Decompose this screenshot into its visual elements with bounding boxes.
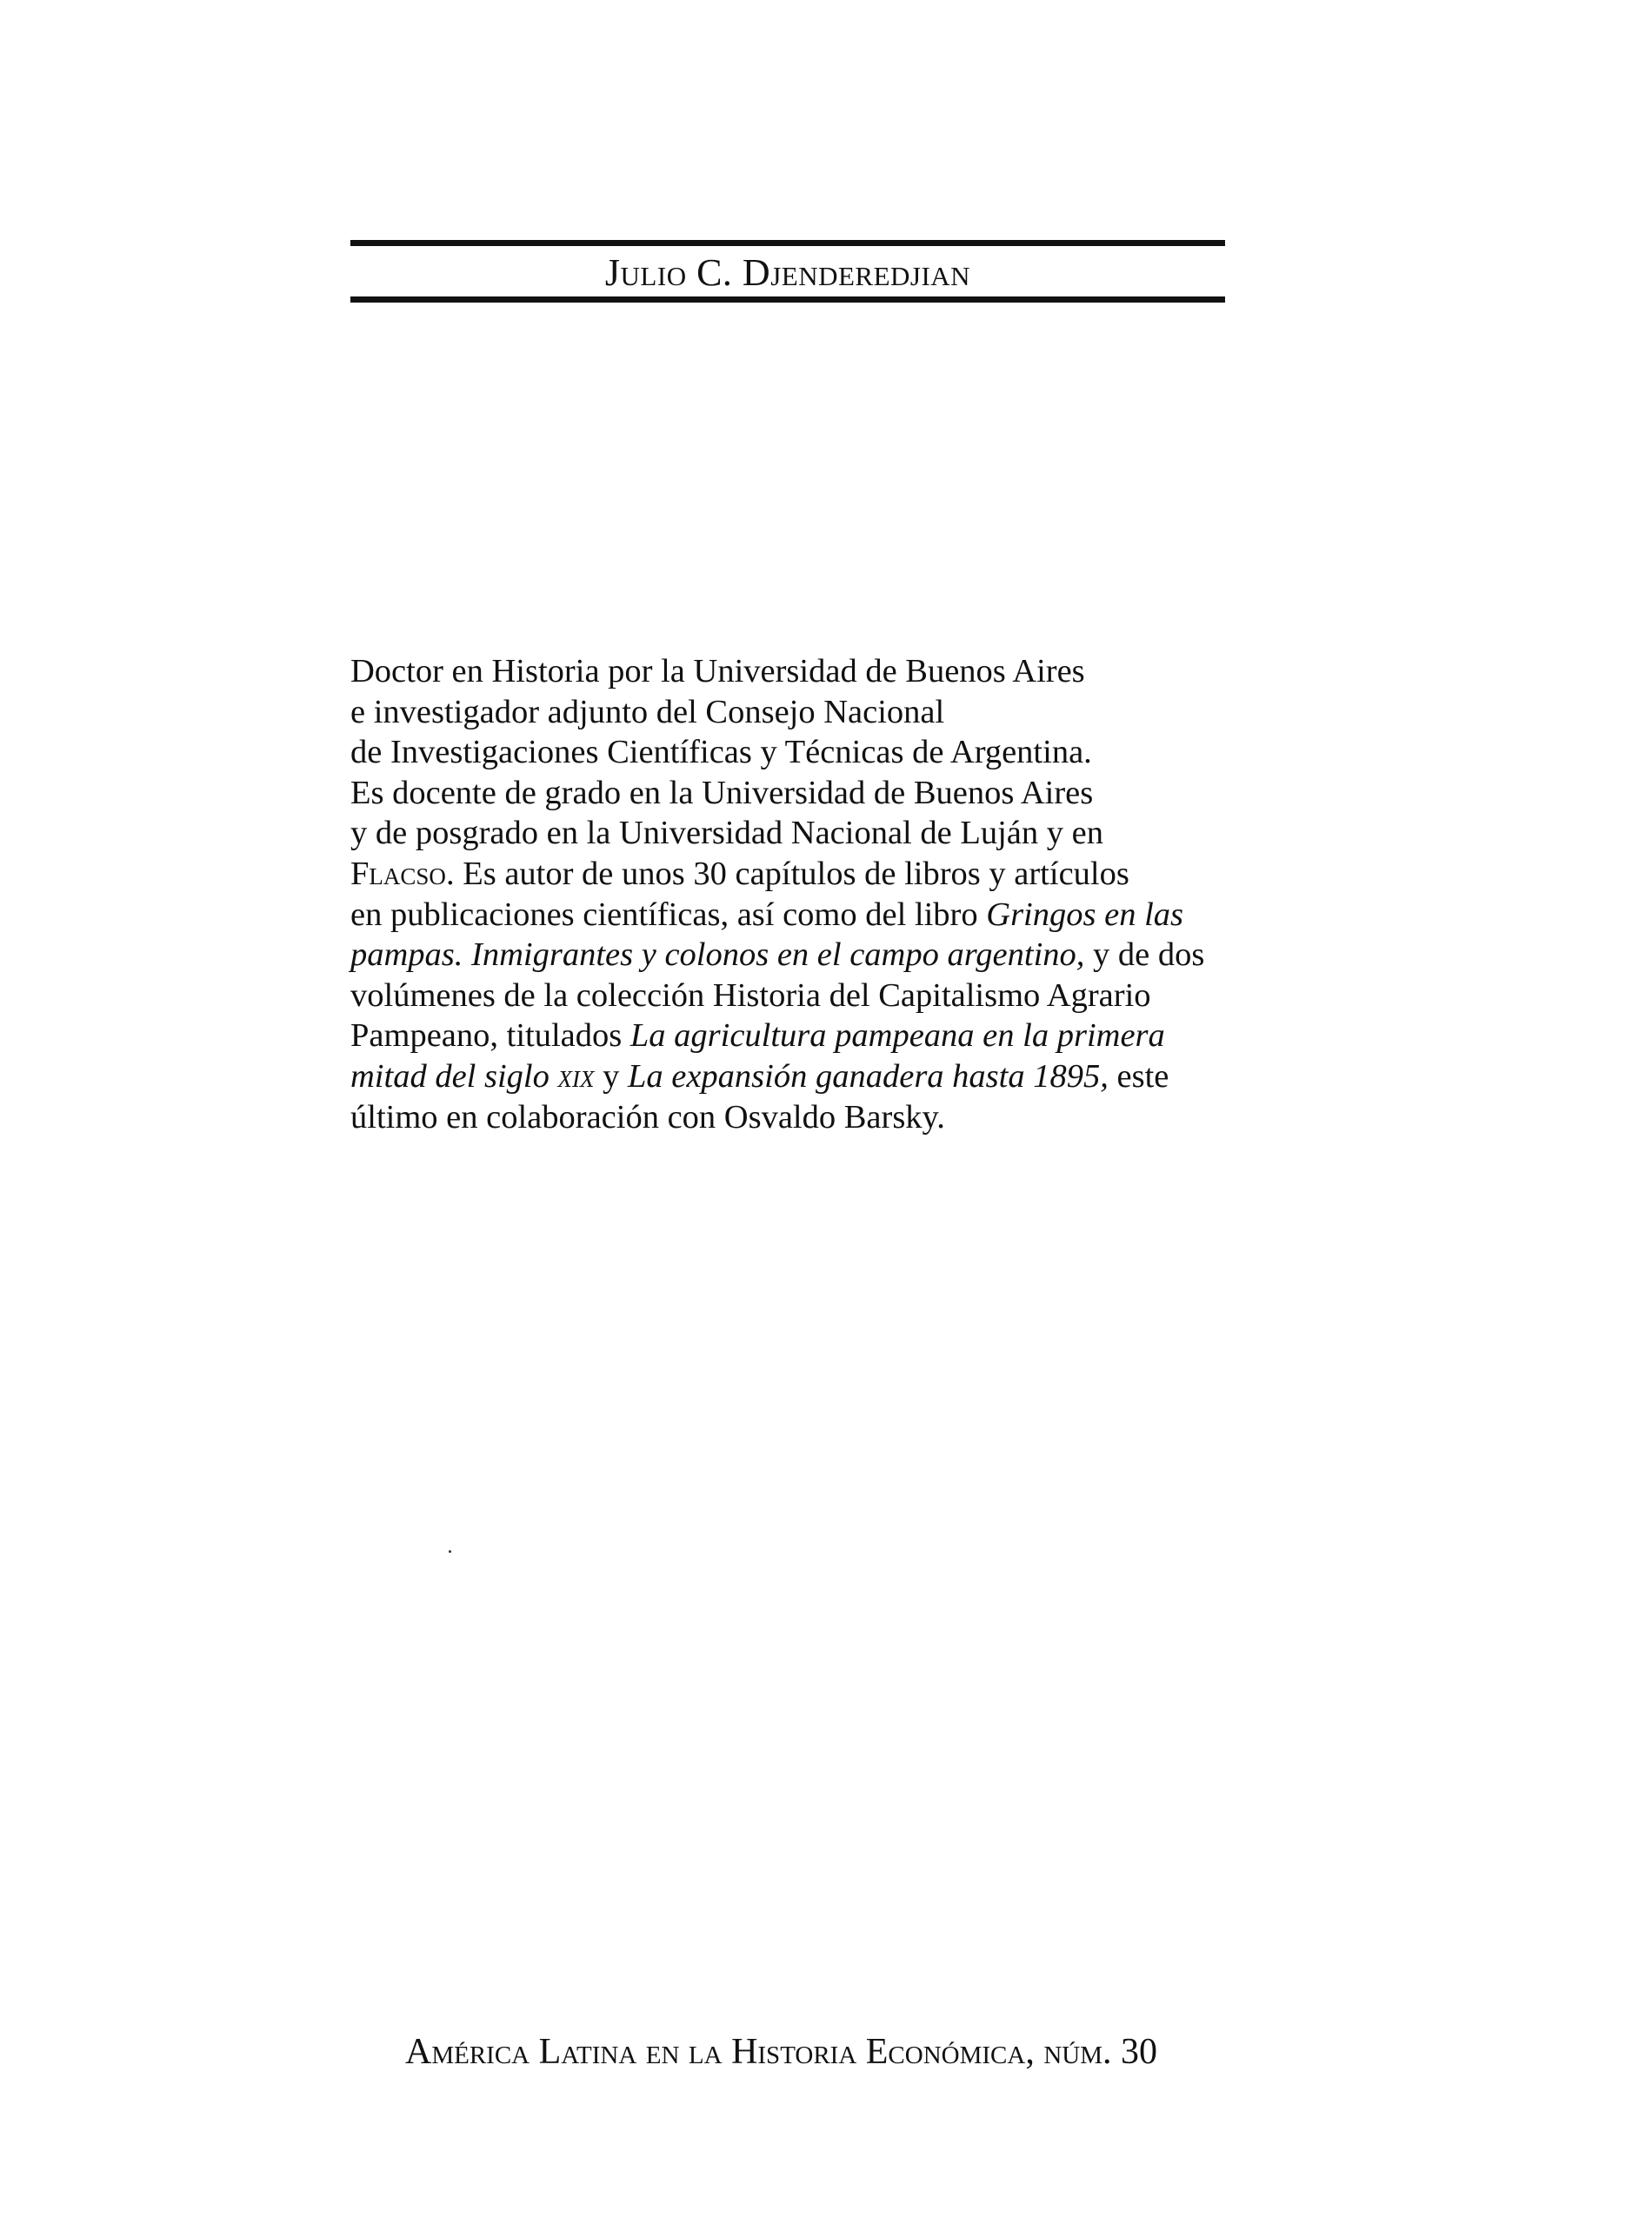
bio-line: Doctor en Historia por la Universidad de Buenos Aires <box>350 653 1085 689</box>
stray-mark <box>449 1550 451 1553</box>
book-title-text: mitad del siglo <box>350 1057 558 1095</box>
header-rule-bottom <box>350 296 1225 303</box>
bio-line: volúmenes de la colección Historia del Capitalismo Agrario <box>350 976 1151 1014</box>
bio-line <box>350 1016 1229 1056</box>
bio-line: último en colaboración con Osvaldo Barsky. <box>350 1098 945 1136</box>
series-footer <box>405 2031 1157 2073</box>
book-title: La expansión ganadera hasta 1895, <box>627 1057 1109 1095</box>
book-title: pampas. Inmigrantes y colonos en el campo argentino, <box>350 936 1085 974</box>
book-title: Gringos en las <box>986 896 1183 933</box>
century-numeral: xix <box>557 1057 595 1095</box>
bio-text: este <box>1108 1057 1169 1095</box>
book-title: La agricultura pampeana en la primera <box>629 1017 1165 1055</box>
bio-text: y de dos <box>1084 936 1205 974</box>
bio-line <box>350 895 1229 936</box>
bio-text: . Es autor de unos 30 capítulos de libros y artículos <box>445 855 1129 892</box>
bio-line: y de posgrado en la Universidad Nacional de Luján y en <box>350 815 1103 852</box>
header-rule-top <box>350 240 1225 246</box>
series-number: 30 <box>1121 2032 1157 2072</box>
bio-line <box>350 935 1229 976</box>
bio-line <box>350 854 1229 895</box>
author-name: Julio C. Djenderedjian <box>604 251 971 294</box>
bio-text: Pampeano, titulados <box>350 1017 630 1055</box>
bio-text: y <box>594 1057 628 1095</box>
bio-line: de Investigaciones Científicas y Técnicas de Argentina. <box>350 734 1092 771</box>
bio-text: en publicaciones científicas, así como del libro <box>350 896 987 933</box>
bio-line: Es docente de grado en la Universidad de Buenos Aires <box>350 774 1094 811</box>
book-title <box>350 1058 594 1095</box>
acronym-flacso: Flacso <box>350 855 446 892</box>
author-biography <box>350 651 1229 1137</box>
bio-line <box>350 1056 1229 1097</box>
running-header <box>350 240 1225 303</box>
series-title: América Latina en la Historia Económica, núm. <box>405 2032 1112 2072</box>
bio-line: e investigador adjunto del Consejo Nacional <box>350 693 945 730</box>
